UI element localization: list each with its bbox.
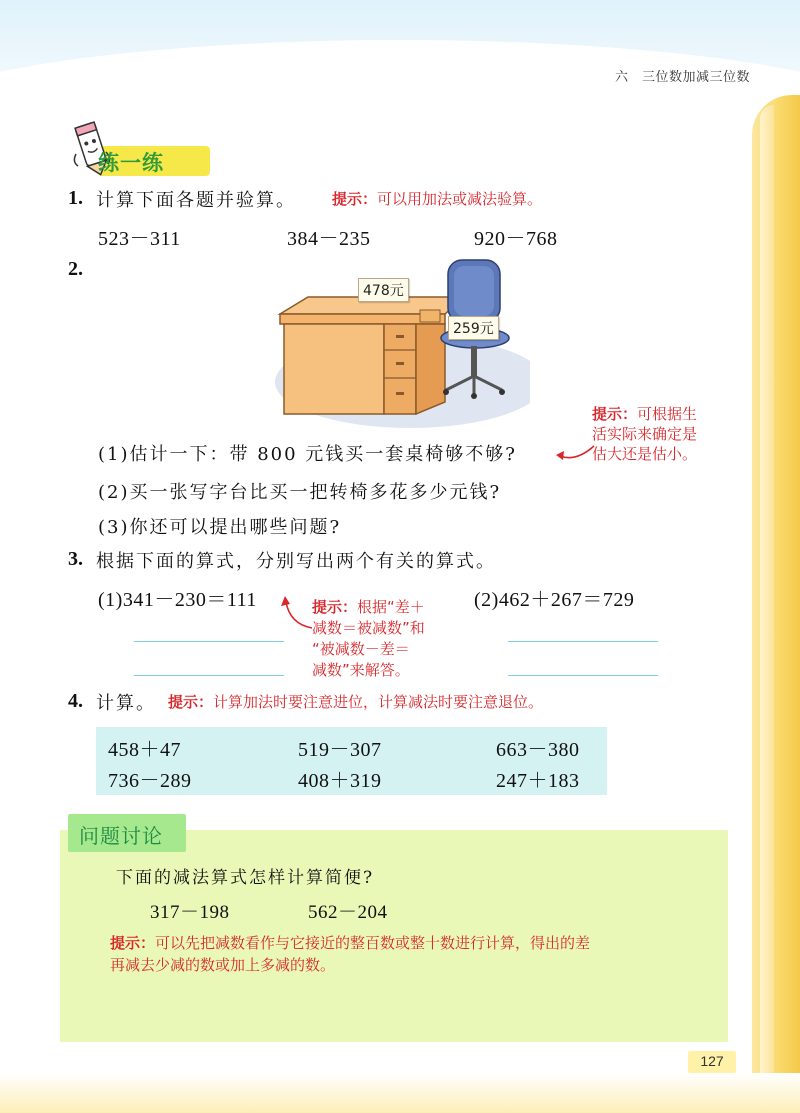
q4-expression-r1c1: 458＋47	[108, 739, 181, 761]
q1-expression-3: 920－768	[474, 228, 558, 250]
q2-item-2: (2)买一张写字台比买一把转椅多花多少元钱?	[98, 482, 502, 503]
q4-expression-r2c1: 736－289	[108, 770, 192, 792]
question-1-number: 1.	[68, 187, 83, 209]
answer-line-1a[interactable]	[134, 641, 284, 642]
hint-line-2: 活实际来确定是	[592, 425, 698, 443]
discussion-expression-2: 562－204	[308, 902, 388, 923]
hint-line-3: 估大还是估小。	[592, 445, 698, 463]
page-bottom-edge	[0, 1073, 800, 1113]
question-1-text: 计算下面各题并验算。	[96, 190, 296, 211]
answer-line-2a[interactable]	[508, 641, 658, 642]
discussion-title: 问题讨论	[79, 824, 163, 848]
chair-price-tag: 259元	[448, 316, 499, 340]
q2-item-3: (3)你还可以提出哪些问题?	[98, 517, 342, 538]
practice-title: 练一练	[98, 151, 164, 175]
question-4-number: 4.	[68, 690, 83, 712]
hint-line-2: 减数＝被减数”和	[312, 619, 425, 637]
hint-arrow-icon	[276, 592, 316, 636]
q2-item-1: (1)估计一下：带 800 元钱买一套桌椅够不够?	[98, 444, 517, 465]
q4-expression-r1c2: 519－307	[298, 739, 382, 761]
question-3-text: 根据下面的算式，分别写出两个有关的算式。	[96, 551, 496, 572]
hint-label: 提示：	[168, 693, 214, 711]
hint-text: 计算加法时要注意进位，计算减法时要注意退位。	[213, 693, 544, 711]
page-number: 127	[700, 1053, 724, 1069]
q1-expression-2: 384－235	[287, 228, 371, 250]
hint-label: 提示：	[312, 598, 358, 616]
question-4-text: 计算。	[96, 693, 156, 714]
question-3-hint	[312, 596, 425, 681]
page-right-edge-inner	[760, 105, 774, 1113]
hint-line-1: 可根据生	[637, 405, 698, 423]
question-1-hint	[332, 188, 542, 209]
question-4-hint	[168, 691, 543, 712]
q4-expression-r2c2: 408＋319	[298, 770, 382, 792]
q3-expression-1: (1)341－230＝111	[98, 589, 257, 611]
answer-line-2b[interactable]	[508, 675, 658, 676]
discussion-question: 下面的减法算式怎样计算简便?	[116, 868, 375, 888]
hint-line-1: 可以先把减数看作与它接近的整百数或整十数进行计算，得出的差	[155, 934, 591, 952]
hint-text: 可以用加法或减法验算。	[377, 190, 543, 208]
hint-line-3: “被减数－差＝	[312, 640, 410, 658]
q4-expression-r1c3: 663－380	[496, 739, 580, 761]
question-2-hint	[592, 404, 697, 464]
hint-line-2: 再减去少减的数或加上多减的数。	[110, 956, 336, 974]
question-3-number: 3.	[68, 548, 83, 570]
chapter-header: 六 三位数加减三位数	[614, 70, 750, 85]
hint-label: 提示：	[332, 190, 378, 208]
desk-price-tag: 478元	[358, 278, 409, 302]
q1-expression-1: 523－311	[98, 228, 181, 250]
discussion-hint	[110, 932, 722, 976]
discussion-expression-1: 317－198	[150, 902, 230, 923]
hint-line-1: 根据“差＋	[357, 598, 425, 616]
q4-expression-r2c3: 247＋183	[496, 770, 580, 792]
hint-label: 提示：	[110, 934, 156, 952]
answer-line-1b[interactable]	[134, 675, 284, 676]
hint-line-4: 减数”来解答。	[312, 661, 410, 679]
hint-label: 提示：	[592, 405, 638, 423]
question-2-number: 2.	[68, 258, 83, 280]
hint-arrow-icon	[552, 440, 596, 466]
q3-expression-2: (2)462＋267＝729	[474, 589, 635, 611]
